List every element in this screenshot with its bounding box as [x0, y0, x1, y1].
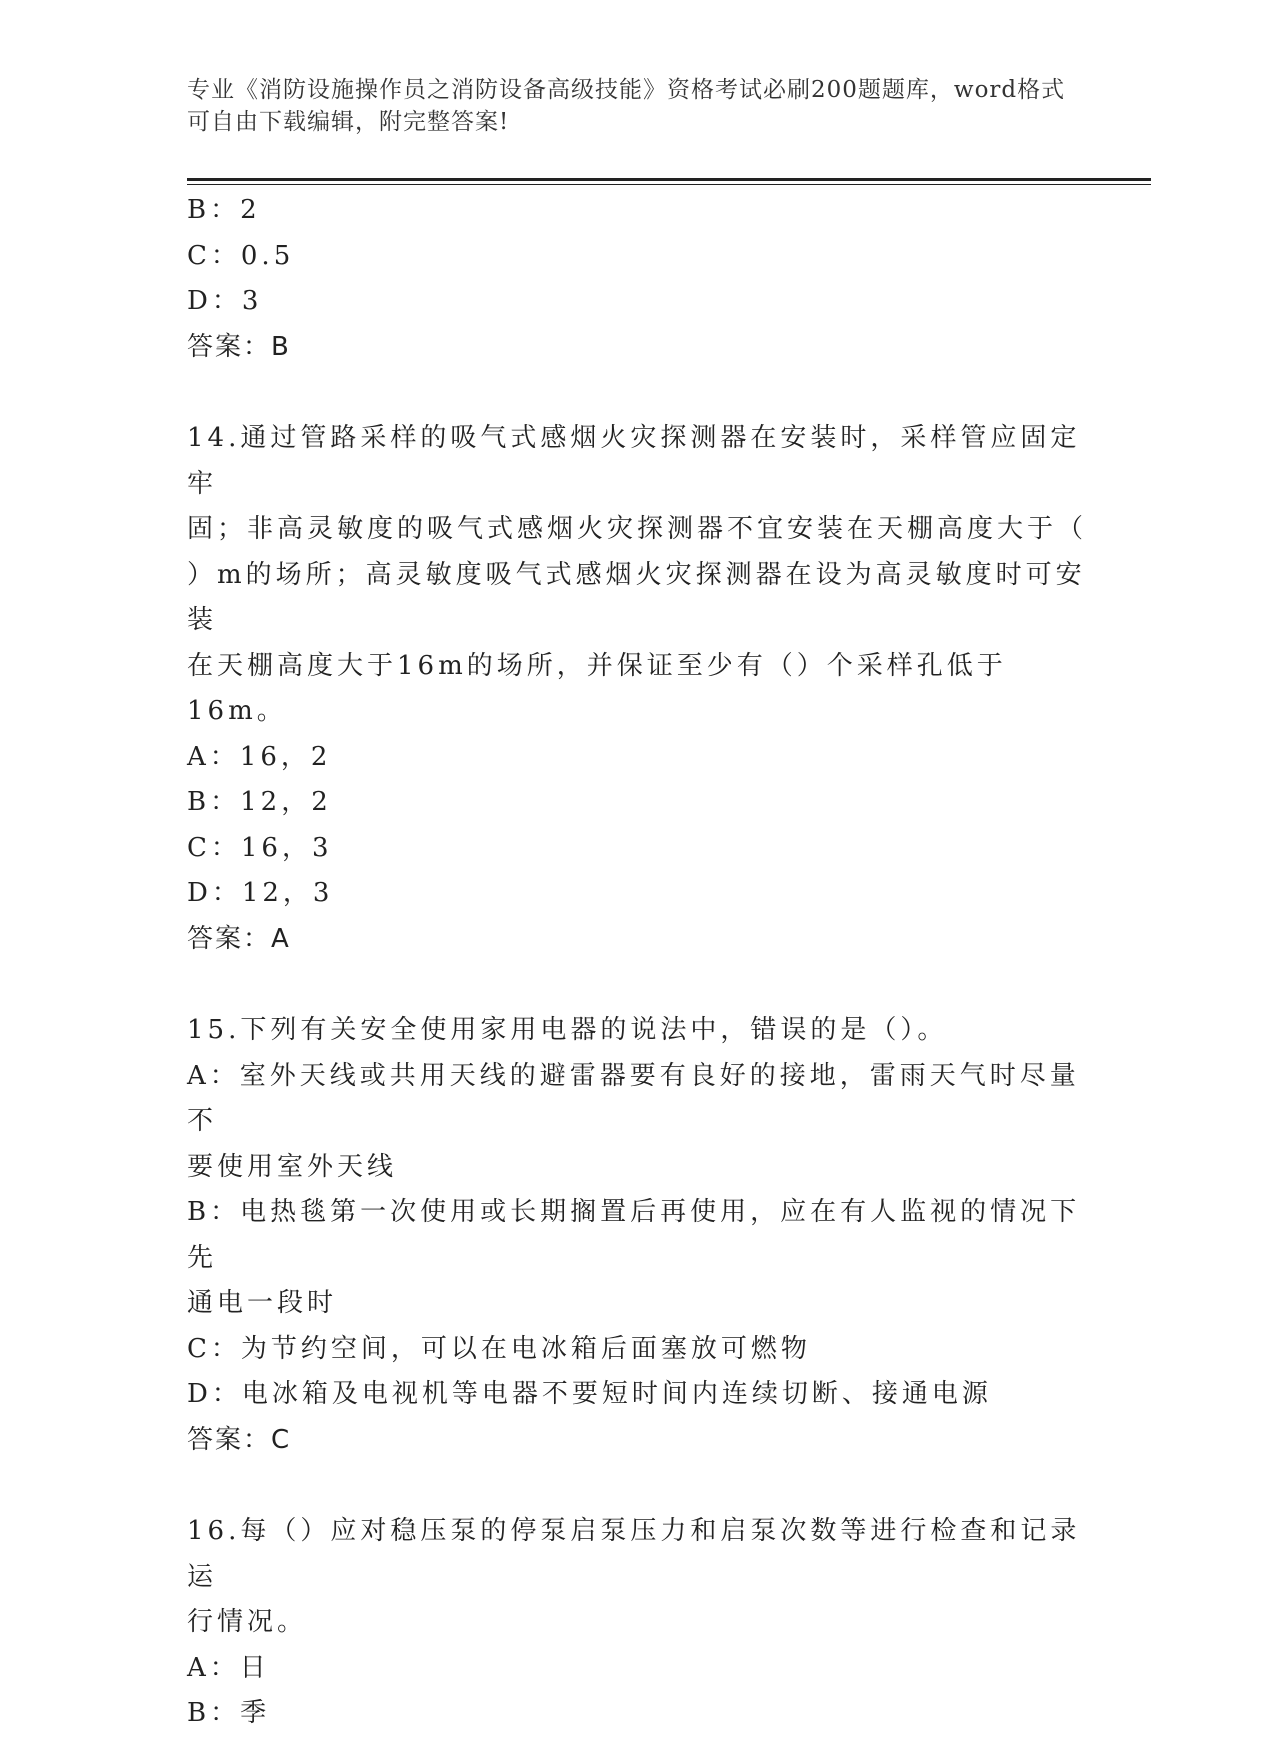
option-b: B：季 [187, 1698, 271, 1728]
spacer [187, 962, 1087, 1008]
question-15 [187, 1008, 1087, 1463]
prev-question [187, 188, 1087, 370]
option-a-continued: 要使用室外天线 [187, 1151, 398, 1182]
option-b: B：2 [187, 195, 261, 225]
option-b: B：12，2 [187, 787, 332, 817]
option-b: B：电热毯第一次使用或长期搁置后再使用，应在有人监视的情况下先 [187, 1197, 1081, 1273]
question-14 [187, 416, 1087, 962]
question-content [187, 188, 1087, 1737]
spacer [187, 370, 1087, 416]
question-stem-line: ）m的场所；高灵敏度吸气式感烟火灾探测器在设为高灵敏度时可安装 [187, 559, 1086, 635]
option-c: C：16，3 [187, 832, 333, 863]
header-text: 专业《消防设施操作员之消防设备高级技能》资格考试必刷200题题库，word格式可自由下载编辑，附完整答案! [187, 77, 1066, 135]
answer: 答案：B [187, 331, 291, 362]
option-a: A：日 [187, 1652, 270, 1683]
question-stem-line: 14.通过管路采样的吸气式感烟火灾探测器在安装时，采样管应固定牢 [187, 423, 1081, 499]
question-stem-line: 15.下列有关安全使用家用电器的说法中，错误的是（）。 [187, 1015, 948, 1045]
question-stem-line: 16.每（）应对稳压泵的停泵启泵压力和启泵次数等进行检查和记录运 [187, 1516, 1081, 1592]
option-d: D：12，3 [187, 878, 334, 908]
question-stem-line: 固；非高灵敏度的吸气式感烟火灾探测器不宜安装在天棚高度大于（ [187, 514, 1088, 544]
header-rule-thick [187, 178, 1151, 181]
question-16 [187, 1509, 1087, 1737]
header-rule-thin [187, 184, 1151, 185]
question-stem-line: 在天棚高度大于16m的场所，并保证至少有（）个采样孔低于16m。 [187, 650, 1007, 726]
option-a: A：室外天线或共用天线的避雷器要有良好的接地，雷雨天气时尽量不 [187, 1060, 1080, 1136]
answer: 答案：C [187, 1424, 292, 1455]
document-header [187, 74, 1087, 138]
answer: 答案：A [187, 923, 291, 954]
option-d: D：电冰箱及电视机等电器不要短时间内连续切断、接通电源 [187, 1379, 992, 1409]
option-c: C：为节约空间，可以在电冰箱后面塞放可燃物 [187, 1333, 811, 1364]
option-b-continued: 通电一段时 [187, 1288, 338, 1318]
spacer [187, 1463, 1087, 1509]
option-a: A：16，2 [187, 741, 332, 772]
option-c: C：0.5 [187, 240, 295, 271]
question-stem-line: 行情况。 [187, 1607, 308, 1637]
option-d: D：3 [187, 286, 263, 316]
